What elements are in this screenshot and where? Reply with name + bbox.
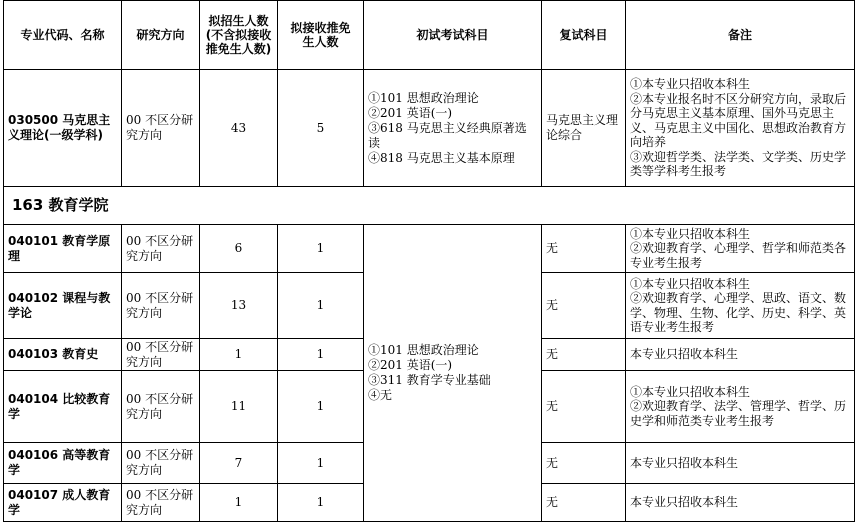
research-direction: 00 不区分研究方向 <box>122 70 200 187</box>
note-line: ①本专业只招收本科生 <box>630 226 751 241</box>
major-code-name: 040101 教育学原理 <box>4 225 122 273</box>
header-retest: 复试科目 <box>542 1 626 70</box>
exam-subject: ④无 <box>368 388 393 402</box>
research-direction: 00 不区分研究方向 <box>122 443 200 484</box>
note-line: ①本专业只招收本科生 <box>630 384 751 399</box>
major-code-name: 040107 成人教育学 <box>4 484 122 522</box>
planned-count: 7 <box>200 443 278 484</box>
exam-subjects <box>364 70 542 187</box>
note-line: ①本专业只招收本科生 <box>630 276 751 291</box>
notes-cell <box>626 339 855 371</box>
recommended-count: 1 <box>278 273 364 339</box>
notes-cell <box>626 484 855 522</box>
notes-cell <box>626 70 855 187</box>
note-line: 本专业只招收本科生 <box>630 455 739 470</box>
note-line: 本专业只招收本科生 <box>630 347 739 362</box>
header-code: 专业代码、名称 <box>4 1 122 70</box>
planned-count: 6 <box>200 225 278 273</box>
notes-cell <box>626 273 855 339</box>
planned-count: 43 <box>200 70 278 187</box>
major-code-name: 040103 教育史 <box>4 339 122 371</box>
retest-subject: 马克思主义理论综合 <box>542 70 626 187</box>
recommended-count: 1 <box>278 225 364 273</box>
header-row <box>4 1 855 70</box>
exam-subject: ②201 英语(一) <box>368 105 453 120</box>
exam-subject: ③618 马克思主义经典原著选读 <box>368 120 527 150</box>
header-direction: 研究方向 <box>122 1 200 70</box>
college-title: 163 教育学院 <box>4 187 855 225</box>
recommended-count: 1 <box>278 371 364 443</box>
planned-count: 13 <box>200 273 278 339</box>
note-line: 本专业只招收本科生 <box>630 495 739 510</box>
research-direction: 00 不区分研究方向 <box>122 225 200 273</box>
note-line: ②欢迎教育学、心理学、思政、语文、数学、物理、生物、化学、历史、科学、英语专业考生报考 <box>630 291 847 334</box>
research-direction: 00 不区分研究方向 <box>122 273 200 339</box>
retest-subject: 无 <box>542 339 626 371</box>
recommended-count: 1 <box>278 484 364 522</box>
note-line: ③欢迎哲学类、法学类、文学类、历史学类等学科考生报考 <box>630 149 847 179</box>
research-direction: 00 不区分研究方向 <box>122 371 200 443</box>
note-line: ②欢迎教育学、法学、管理学、哲学、历史学和师范类专业考生报考 <box>630 399 847 428</box>
recommended-count: 1 <box>278 339 364 371</box>
header-planned: 拟招生人数(不含拟接收推免生人数) <box>200 1 278 70</box>
recommended-count: 5 <box>278 70 364 187</box>
header-notes: 备注 <box>626 1 855 70</box>
table-row <box>4 225 855 273</box>
planned-count: 1 <box>200 339 278 371</box>
retest-subject: 无 <box>542 443 626 484</box>
notes-cell <box>626 225 855 273</box>
admissions-table <box>3 0 855 522</box>
research-direction: 00 不区分研究方向 <box>122 339 200 371</box>
recommended-count: 1 <box>278 443 364 484</box>
college-row <box>4 187 855 225</box>
notes-cell <box>626 443 855 484</box>
exam-subject: ④818 马克思主义基本原理 <box>368 150 515 165</box>
planned-count: 1 <box>200 484 278 522</box>
major-code-name: 040104 比较教育学 <box>4 371 122 443</box>
major-code-name: 040106 高等教育学 <box>4 443 122 484</box>
retest-subject: 无 <box>542 484 626 522</box>
research-direction: 00 不区分研究方向 <box>122 484 200 522</box>
retest-subject: 无 <box>542 273 626 339</box>
shared-exam-subjects <box>364 225 542 522</box>
retest-subject: 无 <box>542 225 626 273</box>
exam-subject: ①101 思想政治理论 <box>368 90 479 105</box>
note-line: ①本专业只招收本科生 <box>630 77 751 92</box>
planned-count: 11 <box>200 371 278 443</box>
exam-subject: ②201 英语(一) <box>368 358 453 372</box>
notes-cell <box>626 371 855 443</box>
header-recommended: 拟接收推免生人数 <box>278 1 364 70</box>
retest-subject: 无 <box>542 371 626 443</box>
major-code-name: 040102 课程与教学论 <box>4 273 122 339</box>
exam-subject: ③311 教育学专业基础 <box>368 373 491 387</box>
header-exam: 初试考试科目 <box>364 1 542 70</box>
exam-subject: ①101 思想政治理论 <box>368 343 479 357</box>
table-row <box>4 70 855 187</box>
note-line: ②本专业报名时不区分研究方向，录取后分马克思主义基本原理、国外马克思主义、马克思主义中国化、思想政治教育方向培养 <box>630 91 847 150</box>
major-code-name: 030500 马克思主义理论(一级学科) <box>4 70 122 187</box>
note-line: ②欢迎教育学、心理学、哲学和师范类各专业考生报考 <box>630 241 847 270</box>
